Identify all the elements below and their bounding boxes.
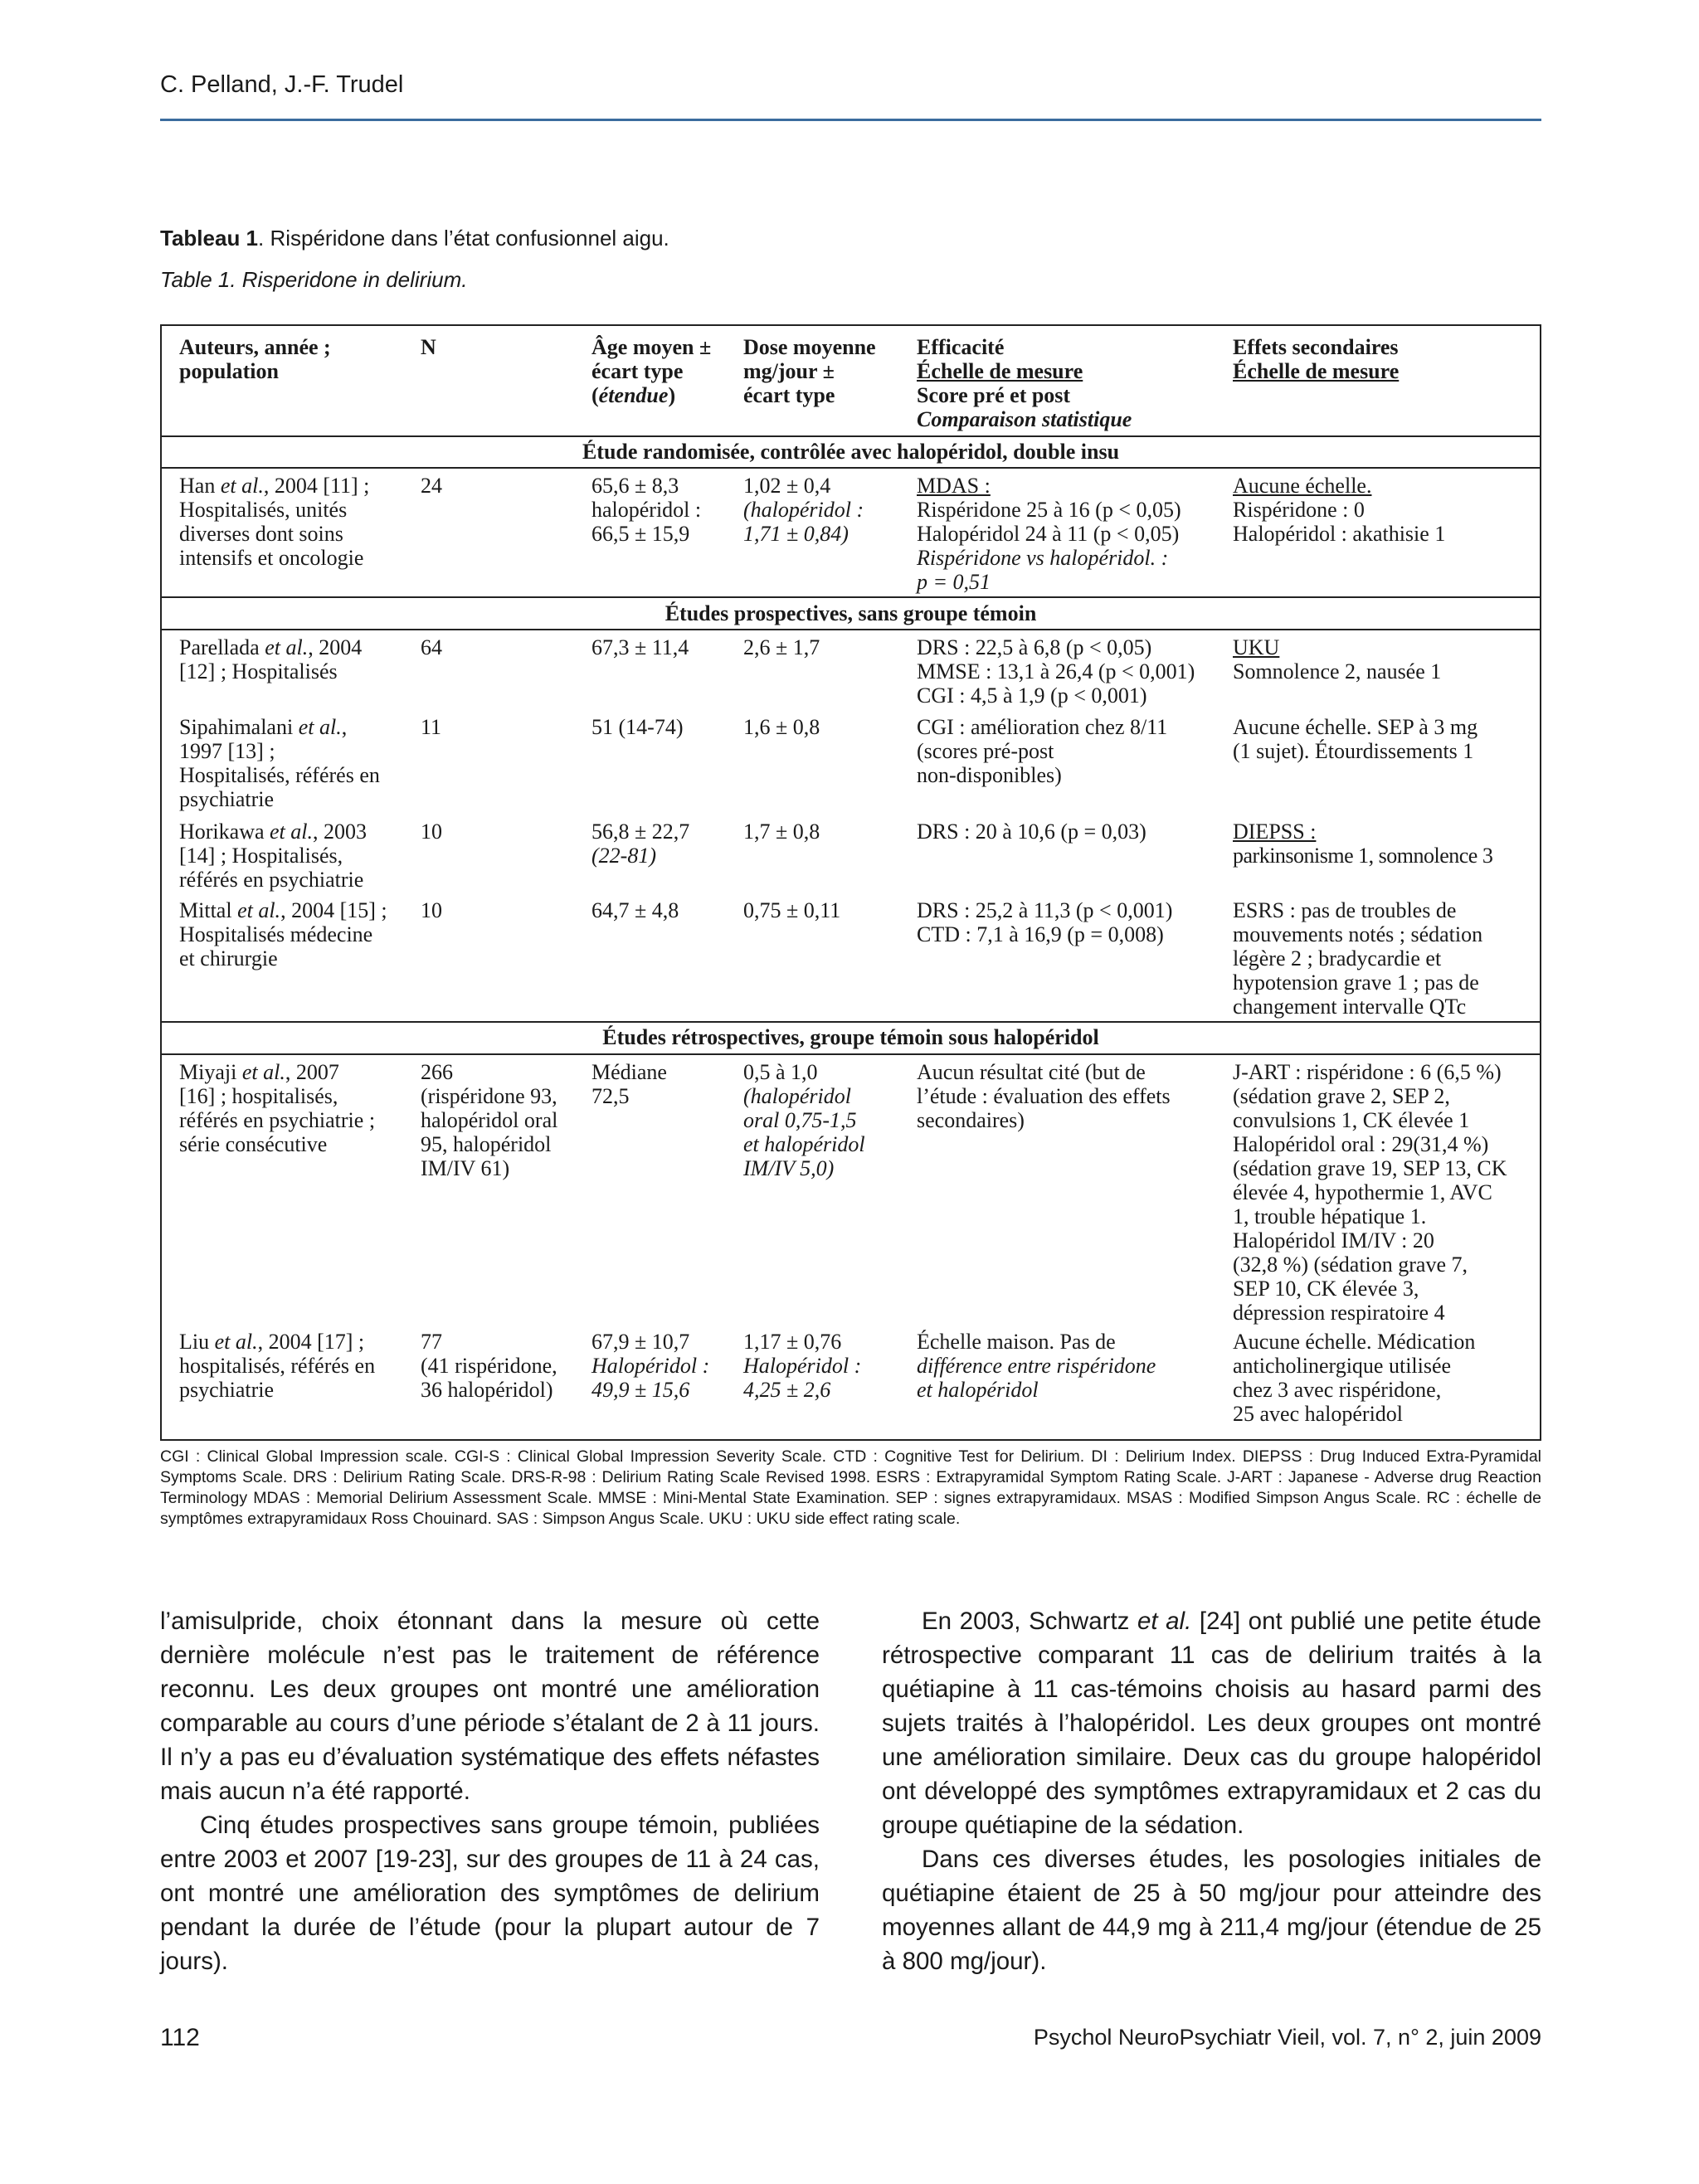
col-header-line: Comparaison statistique (917, 407, 1132, 431)
cell-line: 4,25 ± 2,6 (743, 1378, 831, 1402)
cell-line: Aucune échelle. Médication (1233, 1330, 1476, 1354)
cell-line: 1,02 ± 0,4 (743, 474, 831, 498)
cell-line: [14] ; Hospitalisés, (179, 844, 343, 868)
table-row-miyaji-efficacy (917, 1060, 1171, 1132)
cell-line: série consécutive (179, 1132, 328, 1156)
cell-line: 266 (421, 1060, 453, 1084)
table-rule (160, 1021, 1541, 1023)
table-row-han-side-effects (1233, 474, 1445, 546)
cell-line: 36 halopéridol) (421, 1378, 553, 1402)
cell-line: référés en psychiatrie (179, 868, 364, 892)
table-row-han-efficacy (917, 474, 1181, 594)
cell-line: [16] ; hospitalisés, (179, 1084, 338, 1108)
section-header-randomized: Étude randomisée, contrôlée avec halopéridol, double insu (582, 440, 1120, 464)
cell-line: 0,5 à 1,0 (743, 1060, 818, 1084)
cell-line: 1997 [13] ; (179, 739, 275, 763)
col-header-line: Échelle de mesure (1233, 359, 1400, 383)
col-header-line: Effets secondaires (1233, 335, 1399, 359)
table-row-mittal-authors (179, 898, 387, 970)
cell-line: parkinsonisme 1, somnolence 3 (1233, 844, 1493, 868)
cell-line: Halopéridol : akathisie 1 (1233, 522, 1446, 546)
col-header-line: Échelle de mesure (917, 359, 1083, 383)
cell-line: [12] ; Hospitalisés (179, 659, 338, 683)
body-right-paragraph-1: En 2003, Schwartz et al. [24] ont publié une petite étude rétrospective comparant 11 cas de delirium traités à la quétiapine à 11 cas-témoins choisis au hasard parmi des sujets traités à l’halopéridol. Les deux groupes ont montré une amélioration similaire. Deux cas du groupe halopéridol ont développé des symptômes extrapyramidaux et 2 cas du groupe quétiapine de la sédation. (882, 1608, 1541, 1839)
cell-line: Miyaji et al., 2007 (179, 1060, 339, 1084)
journal-reference: Psychol NeuroPsychiatr Vieil, vol. 7, n° 2, juin 2009 (1033, 2025, 1541, 2050)
table-row-sipahimalani-dose: 1,6 ± 0,8 (743, 715, 820, 739)
table-row-miyaji-side-effects (1233, 1060, 1507, 1325)
cell-line: différence entre rispéridone (917, 1354, 1156, 1378)
table-rule (160, 596, 1541, 598)
cell-line: (22-81) (591, 844, 656, 868)
col-header-authors (179, 335, 331, 383)
cell-line: halopéridol : (591, 498, 702, 522)
table-row-miyaji-authors (179, 1060, 375, 1156)
cell-line: Rispéridone vs halopéridol. : (917, 546, 1169, 570)
cell-line: (sédation grave 2, SEP 2, (1233, 1084, 1450, 1108)
cell-line: hospitalisés, référés en (179, 1354, 376, 1378)
table-row-miyaji-age (591, 1060, 667, 1108)
cell-line: 66,5 ± 15,9 (591, 522, 690, 546)
table-row-parellada-efficacy (917, 635, 1195, 708)
cell-line: CGI : 4,5 à 1,9 (p < 0,001) (917, 683, 1147, 708)
col-header-dose (743, 335, 876, 407)
cell-line: J-ART : rispéridone : 6 (6,5 %) (1233, 1060, 1502, 1084)
table-row-mittal-efficacy (917, 898, 1172, 946)
table-rule (160, 435, 1541, 437)
cell-line: Aucun résultat cité (but de (917, 1060, 1146, 1084)
table-caption-text: . Rispéridone dans l’état confusionnel aigu. (258, 226, 669, 251)
cell-line: CGI : amélioration chez 8/11 (917, 715, 1168, 739)
cell-line: ESRS : pas de troubles de (1233, 898, 1457, 922)
cell-line: 77 (421, 1330, 442, 1354)
table-row-han-dose (743, 474, 864, 546)
table-row-han-age (591, 474, 701, 546)
cell-line: SEP 10, CK élevée 3, (1233, 1277, 1419, 1301)
table-row-liu-n (421, 1330, 557, 1402)
table-row-han-n: 24 (421, 474, 442, 498)
cell-line: Rispéridone 25 à 16 (p < 0,05) (917, 498, 1181, 522)
cell-line: 65,6 ± 8,3 (591, 474, 679, 498)
cell-line: Han et al., 2004 [11] ; (179, 474, 370, 498)
cell-line: 72,5 (591, 1084, 630, 1108)
table-caption-label: Tableau 1 (160, 226, 259, 251)
table-row-parellada-age: 67,3 ± 11,4 (591, 635, 689, 659)
body-left-paragraph-1: l’amisulpride, choix étonnant dans la mesure où cette dernière molécule n’est pas le traitement de référence reconnu. Les deux groupes ont montré une amélioration comparable au cours d’une période s’étalant de 2 à 11 jours. Il n’y a pas eu d’évaluation systématique des effets néfastes mais aucun n’a été rapporté. (160, 1608, 820, 1805)
col-header-line: Score pré et post (917, 383, 1071, 407)
col-header-line: mg/jour ± (743, 359, 835, 383)
table-row-sipahimalani-n: 11 (421, 715, 442, 739)
cell-line: Halopéridol oral : 29(31,4 %) (1233, 1132, 1489, 1156)
table-row-parellada-dose: 2,6 ± 1,7 (743, 635, 820, 659)
cell-line: hypotension grave 1 ; pas de (1233, 970, 1479, 995)
col-header-side-effects (1233, 335, 1399, 383)
cell-line: Parellada et al., 2004 (179, 635, 363, 659)
cell-line: (halopéridol : (743, 498, 864, 522)
cell-line: convulsions 1, CK élevée 1 (1233, 1108, 1470, 1132)
cell-line: Mittal et al., 2004 [15] ; (179, 898, 387, 922)
table-row-mittal-n: 10 (421, 898, 442, 922)
cell-line: et halopéridol (743, 1132, 865, 1156)
cell-line: Halopéridol : (591, 1354, 710, 1378)
cell-line: référés en psychiatrie ; (179, 1108, 376, 1132)
cell-line: 56,8 ± 22,7 (591, 820, 690, 844)
col-header-line: écart type (591, 359, 684, 383)
table-rule (160, 467, 1541, 469)
cell-line: élevée 4, hypothermie 1, AVC (1233, 1180, 1492, 1204)
cell-line: 49,9 ± 15,6 (591, 1378, 690, 1402)
cell-line: changement intervalle QTc (1233, 995, 1467, 1019)
table-row-sipahimalani-authors (179, 715, 380, 811)
cell-line: DIEPSS : (1233, 820, 1317, 844)
cell-line: (32,8 %) (sédation grave 7, (1233, 1253, 1468, 1277)
table-caption-en: Table 1. Risperidone in delirium. (160, 267, 468, 292)
cell-line: Horikawa et al., 2003 (179, 820, 368, 844)
cell-line: (rispéridone 93, (421, 1084, 557, 1108)
cell-line: chez 3 avec rispéridone, (1233, 1378, 1442, 1402)
cell-line: p = 0,51 (917, 570, 991, 594)
body-right-paragraph-2: Dans ces diverses études, les posologies initiales de quétiapine étaient de 25 à 50 mg/jour pour atteindre des moyennes allant de 44,9 mg à 211,4 mg/jour (étendue de 25 à 800 mg/jour). (882, 1846, 1541, 1975)
table-row-han-authors (179, 474, 369, 570)
body-left-paragraph-2: Cinq études prospectives sans groupe témoin, publiées entre 2003 et 2007 [19-23], sur des groupes de 11 à 24 cas, ont montré une amélioration des symptômes de delirium pendant la durée de l’étude (pour la plupart autour de 7 jours). (160, 1812, 820, 1975)
cell-line: (1 sujet). Étourdissements 1 (1233, 739, 1474, 763)
cell-line: légère 2 ; bradycardie et (1233, 946, 1442, 970)
table-caption-fr (160, 226, 669, 251)
col-header-line: Auteurs, année ; (179, 335, 331, 359)
section-header-retrospective: Études rétrospectives, groupe témoin sous halopéridol (602, 1025, 1099, 1049)
table-row-liu-side-effects (1233, 1330, 1475, 1426)
table-row-parellada-authors (179, 635, 362, 683)
cell-line: Hospitalisés, référés en (179, 763, 380, 787)
cell-line: Rispéridone : 0 (1233, 498, 1365, 522)
table-row-horikawa-side-effects (1233, 820, 1492, 868)
table-row-liu-dose (743, 1330, 861, 1402)
cell-line: et chirurgie (179, 946, 278, 970)
table-row-liu-efficacy (917, 1330, 1156, 1402)
cell-line: CTD : 7,1 à 16,9 (p = 0,008) (917, 922, 1164, 946)
cell-line: IM/IV 61) (421, 1156, 510, 1180)
cell-line: 95, halopéridol (421, 1132, 552, 1156)
col-header-line: population (179, 359, 279, 383)
cell-line: psychiatrie (179, 1378, 275, 1402)
table-row-sipahimalani-side-effects (1233, 715, 1477, 763)
cell-line: MMSE : 13,1 à 26,4 (p < 0,001) (917, 659, 1195, 683)
cell-line: (41 rispéridone, (421, 1354, 557, 1378)
col-header-line: Dose moyenne (743, 335, 876, 359)
cell-line: intensifs et oncologie (179, 546, 364, 570)
cell-line: Somnolence 2, nausée 1 (1233, 659, 1442, 683)
col-header-age (591, 335, 711, 407)
table-row-parellada-n: 64 (421, 635, 442, 659)
cell-line: Aucune échelle. SEP à 3 mg (1233, 715, 1478, 739)
table-rule (160, 1053, 1541, 1055)
table-row-sipahimalani-age: 51 (14-74) (591, 715, 684, 739)
cell-line: 67,9 ± 10,7 (591, 1330, 690, 1354)
cell-line: anticholinergique utilisée (1233, 1354, 1452, 1378)
cell-line: psychiatrie (179, 787, 275, 811)
table-row-horikawa-efficacy: DRS : 20 à 10,6 (p = 0,03) (917, 820, 1146, 844)
table-row-mittal-age: 64,7 ± 4,8 (591, 898, 679, 922)
cell-line: oral 0,75-1,5 (743, 1108, 857, 1132)
cell-line: l’étude : évaluation des effets (917, 1084, 1171, 1108)
table-row-mittal-dose: 0,75 ± 0,11 (743, 898, 841, 922)
table-row-miyaji-n (421, 1060, 557, 1180)
table-row-horikawa-authors (179, 820, 367, 892)
running-header-authors: C. Pelland, J.-F. Trudel (160, 71, 404, 98)
cell-line: 25 avec halopéridol (1233, 1402, 1404, 1426)
table-row-horikawa-dose: 1,7 ± 0,8 (743, 820, 820, 844)
table-row-miyaji-dose (743, 1060, 865, 1180)
cell-line: halopéridol oral (421, 1108, 558, 1132)
cell-line: Hospitalisés médecine (179, 922, 373, 946)
cell-line: Sipahimalani et al., (179, 715, 348, 739)
cell-line: Liu et al., 2004 [17] ; (179, 1330, 365, 1354)
table-row-liu-authors (179, 1330, 375, 1402)
table-abbreviations-note: CGI : Clinical Global Impression scale. CGI-S : Clinical Global Impression Severity Scale. CTD : Cognitive Test for Delirium. DI : Delirium Index. DIEPSS : Drug Induced Extra-Pyramidal Symptoms Scale. DRS : Delirium Rating Scale. DRS-R-98 : Delirium Rating Scale Revised 1998. ESRS : Extrapyramidal Symptom Rating Scale. J-ART : Japanese - Adverse drug Reaction Terminology MDAS : Memorial Delirium Assessment Scale. MMSE : Mini-Mental State Examination. SEP : signes extrapyramidaux. MSAS : Modified Simpson Angus Scale. RC : échelle de symptômes extrapyramidaux Ross Chouinard. SAS : Simpson Angus Scale. UKU : UKU side effect rating scale. (160, 1447, 1541, 1528)
cell-line: UKU (1233, 635, 1280, 659)
cell-line: et halopéridol (917, 1378, 1039, 1402)
section-header-prospective: Études prospectives, sans groupe témoin (665, 601, 1037, 625)
cell-line: mouvements notés ; sédation (1233, 922, 1483, 946)
cell-line: (sédation grave 19, SEP 13, CK (1233, 1156, 1507, 1180)
col-header-n: N (421, 335, 436, 359)
cell-line: DRS : 22,5 à 6,8 (p < 0,05) (917, 635, 1152, 659)
cell-line: Halopéridol IM/IV : 20 (1233, 1228, 1434, 1253)
cell-line: 1,71 ± 0,84) (743, 522, 849, 546)
cell-line: 1, trouble hépatique 1. (1233, 1204, 1427, 1228)
col-header-efficacy (917, 335, 1132, 431)
col-header-line: écart type (743, 383, 835, 407)
table-row-horikawa-n: 10 (421, 820, 442, 844)
col-header-line: Âge moyen ± (591, 335, 712, 359)
page-number: 112 (160, 2024, 200, 2051)
table-row-mittal-side-effects (1233, 898, 1482, 1019)
cell-line: 1,17 ± 0,76 (743, 1330, 842, 1354)
cell-line: Aucune échelle. (1233, 474, 1372, 498)
cell-line: Médiane (591, 1060, 667, 1084)
cell-line: dépression respiratoire 4 (1233, 1301, 1445, 1325)
cell-line: (halopéridol (743, 1084, 851, 1108)
table-row-horikawa-age (591, 820, 689, 868)
cell-line: (scores pré-post (917, 739, 1054, 763)
table-row-liu-age (591, 1330, 709, 1402)
cell-line: non-disponibles) (917, 763, 1062, 787)
cell-line: DRS : 25,2 à 11,3 (p < 0,001) (917, 898, 1173, 922)
cell-line: Halopéridol 24 à 11 (p < 0,05) (917, 522, 1180, 546)
cell-line: Halopéridol : (743, 1354, 862, 1378)
table-rule (160, 629, 1541, 630)
col-header-line: (étendue) (591, 383, 676, 407)
cell-line: MDAS : (917, 474, 991, 498)
col-header-line: Efficacité (917, 335, 1005, 359)
cell-line: diverses dont soins (179, 522, 343, 546)
cell-line: Hospitalisés, unités (179, 498, 348, 522)
table-row-parellada-side-effects (1233, 635, 1441, 683)
header-rule (160, 119, 1541, 121)
cell-line: Échelle maison. Pas de (917, 1330, 1116, 1354)
table-row-sipahimalani-efficacy (917, 715, 1167, 787)
cell-line: secondaires) (917, 1108, 1025, 1132)
cell-line: IM/IV 5,0) (743, 1156, 835, 1180)
